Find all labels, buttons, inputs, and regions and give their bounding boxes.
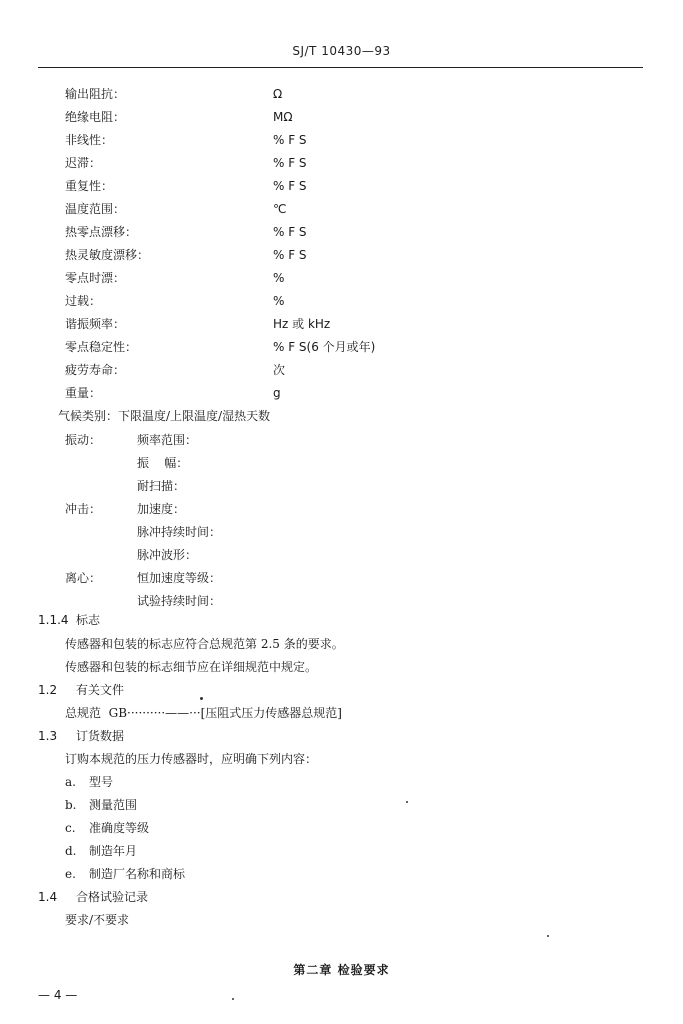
section-title: 订货数据: [76, 729, 125, 743]
paragraph-line: 传感器和包装的标志应符合总规范第 2.5 条的要求。: [65, 637, 344, 651]
section-title: 有关文件: [76, 683, 125, 697]
list-item-text: 准确度等级: [89, 821, 150, 835]
section-number: 1.1.4: [38, 613, 69, 627]
header-rule: [38, 67, 643, 68]
page-number: — 4 —: [38, 988, 78, 1002]
section-title: 合格试验记录: [76, 890, 149, 904]
shock-item: 加速度：: [137, 502, 186, 516]
parameter-unit: %: [273, 294, 285, 308]
general-spec-reference: 总规范 GB··········——···[压阻式压力传感器总规范]: [65, 706, 342, 720]
parameter-unit: g: [273, 386, 281, 400]
list-item: [65, 820, 149, 836]
climate-category: 气候类别：下限温度/上限温度/湿热天数: [58, 409, 271, 423]
list-item-letter: c.: [65, 821, 76, 835]
scan-speck: [547, 935, 549, 937]
list-item-text: 测量范围: [89, 798, 138, 812]
parameter-unit: % F S: [273, 225, 307, 239]
parameter-label: 非线性：: [65, 133, 114, 147]
scan-speck: [200, 697, 203, 700]
parameter-unit: ℃: [273, 202, 287, 216]
vibration-item: 耐扫描：: [137, 479, 186, 493]
scan-speck: [232, 998, 234, 1000]
parameter-unit: % F S: [273, 248, 307, 262]
section-1-1-4-heading: [38, 612, 100, 628]
section-number: 1.4: [38, 890, 58, 904]
parameter-unit: % F S: [273, 156, 307, 170]
vibration-item: 振 幅：: [137, 456, 189, 470]
parameter-label: 疲劳寿命：: [65, 363, 126, 377]
parameter-unit: Hz 或 kHz: [273, 317, 331, 331]
parameter-label: 温度范围：: [65, 202, 126, 216]
section-title: 标志: [76, 613, 101, 627]
section-1-3-heading: [38, 728, 124, 744]
list-item: [65, 843, 137, 859]
parameter-label: 迟滞：: [65, 156, 102, 170]
parameter-label: 热零点漂移：: [65, 225, 138, 239]
section-1-2-heading: [38, 682, 124, 698]
list-item: [65, 774, 113, 790]
list-item-text: 型号: [89, 775, 114, 789]
parameter-label: 绝缘电阻：: [65, 110, 126, 124]
scan-speck: [406, 801, 408, 803]
shock-label: 冲击：: [65, 502, 102, 516]
list-item: [65, 866, 185, 882]
parameter-label: 过载：: [65, 294, 102, 308]
parameter-unit: %: [273, 271, 285, 285]
parameter-label: 重量：: [65, 386, 102, 400]
parameter-label: 输出阻抗：: [65, 87, 126, 101]
parameter-unit: 次: [273, 363, 286, 377]
vibration-item: 频率范围：: [137, 433, 198, 447]
list-item-text: 制造年月: [89, 844, 138, 858]
section-number: 1.2: [38, 683, 58, 697]
list-item: [65, 797, 137, 813]
chapter-heading: 第二章 检验要求: [293, 963, 390, 977]
requirement-option: 要求/不要求: [65, 913, 130, 927]
paragraph-line: 传感器和包装的标志细节应在详细规范中规定。: [65, 660, 318, 674]
centrifuge-item: 恒加速度等级：: [137, 571, 222, 585]
centrifuge-item: 试验持续时间：: [137, 594, 222, 608]
list-item-letter: b.: [65, 798, 77, 812]
parameter-unit: Ω: [273, 87, 283, 101]
centrifuge-label: 离心：: [65, 571, 102, 585]
parameter-unit: % F S(6 个月或年): [273, 340, 376, 354]
list-item-letter: d.: [65, 844, 77, 858]
parameter-unit: % F S: [273, 179, 307, 193]
order-intro: 订购本规范的压力传感器时，应明确下列内容：: [65, 752, 318, 766]
parameter-label: 零点稳定性：: [65, 340, 138, 354]
shock-item: 脉冲波形：: [137, 548, 198, 562]
parameter-label: 谐振频率：: [65, 317, 126, 331]
standard-number-header: SJ/T 10430—93: [292, 44, 391, 58]
list-item-letter: a.: [65, 775, 76, 789]
parameter-unit: MΩ: [273, 110, 293, 124]
list-item-letter: e.: [65, 867, 76, 881]
vibration-label: 振动：: [65, 433, 102, 447]
parameter-unit: % F S: [273, 133, 307, 147]
parameter-label: 零点时漂：: [65, 271, 126, 285]
shock-item: 脉冲持续时间：: [137, 525, 222, 539]
section-number: 1.3: [38, 729, 58, 743]
list-item-text: 制造厂名称和商标: [89, 867, 186, 881]
parameter-label: 重复性：: [65, 179, 114, 193]
parameter-label: 热灵敏度漂移：: [65, 248, 150, 262]
section-1-4-heading: [38, 889, 148, 905]
